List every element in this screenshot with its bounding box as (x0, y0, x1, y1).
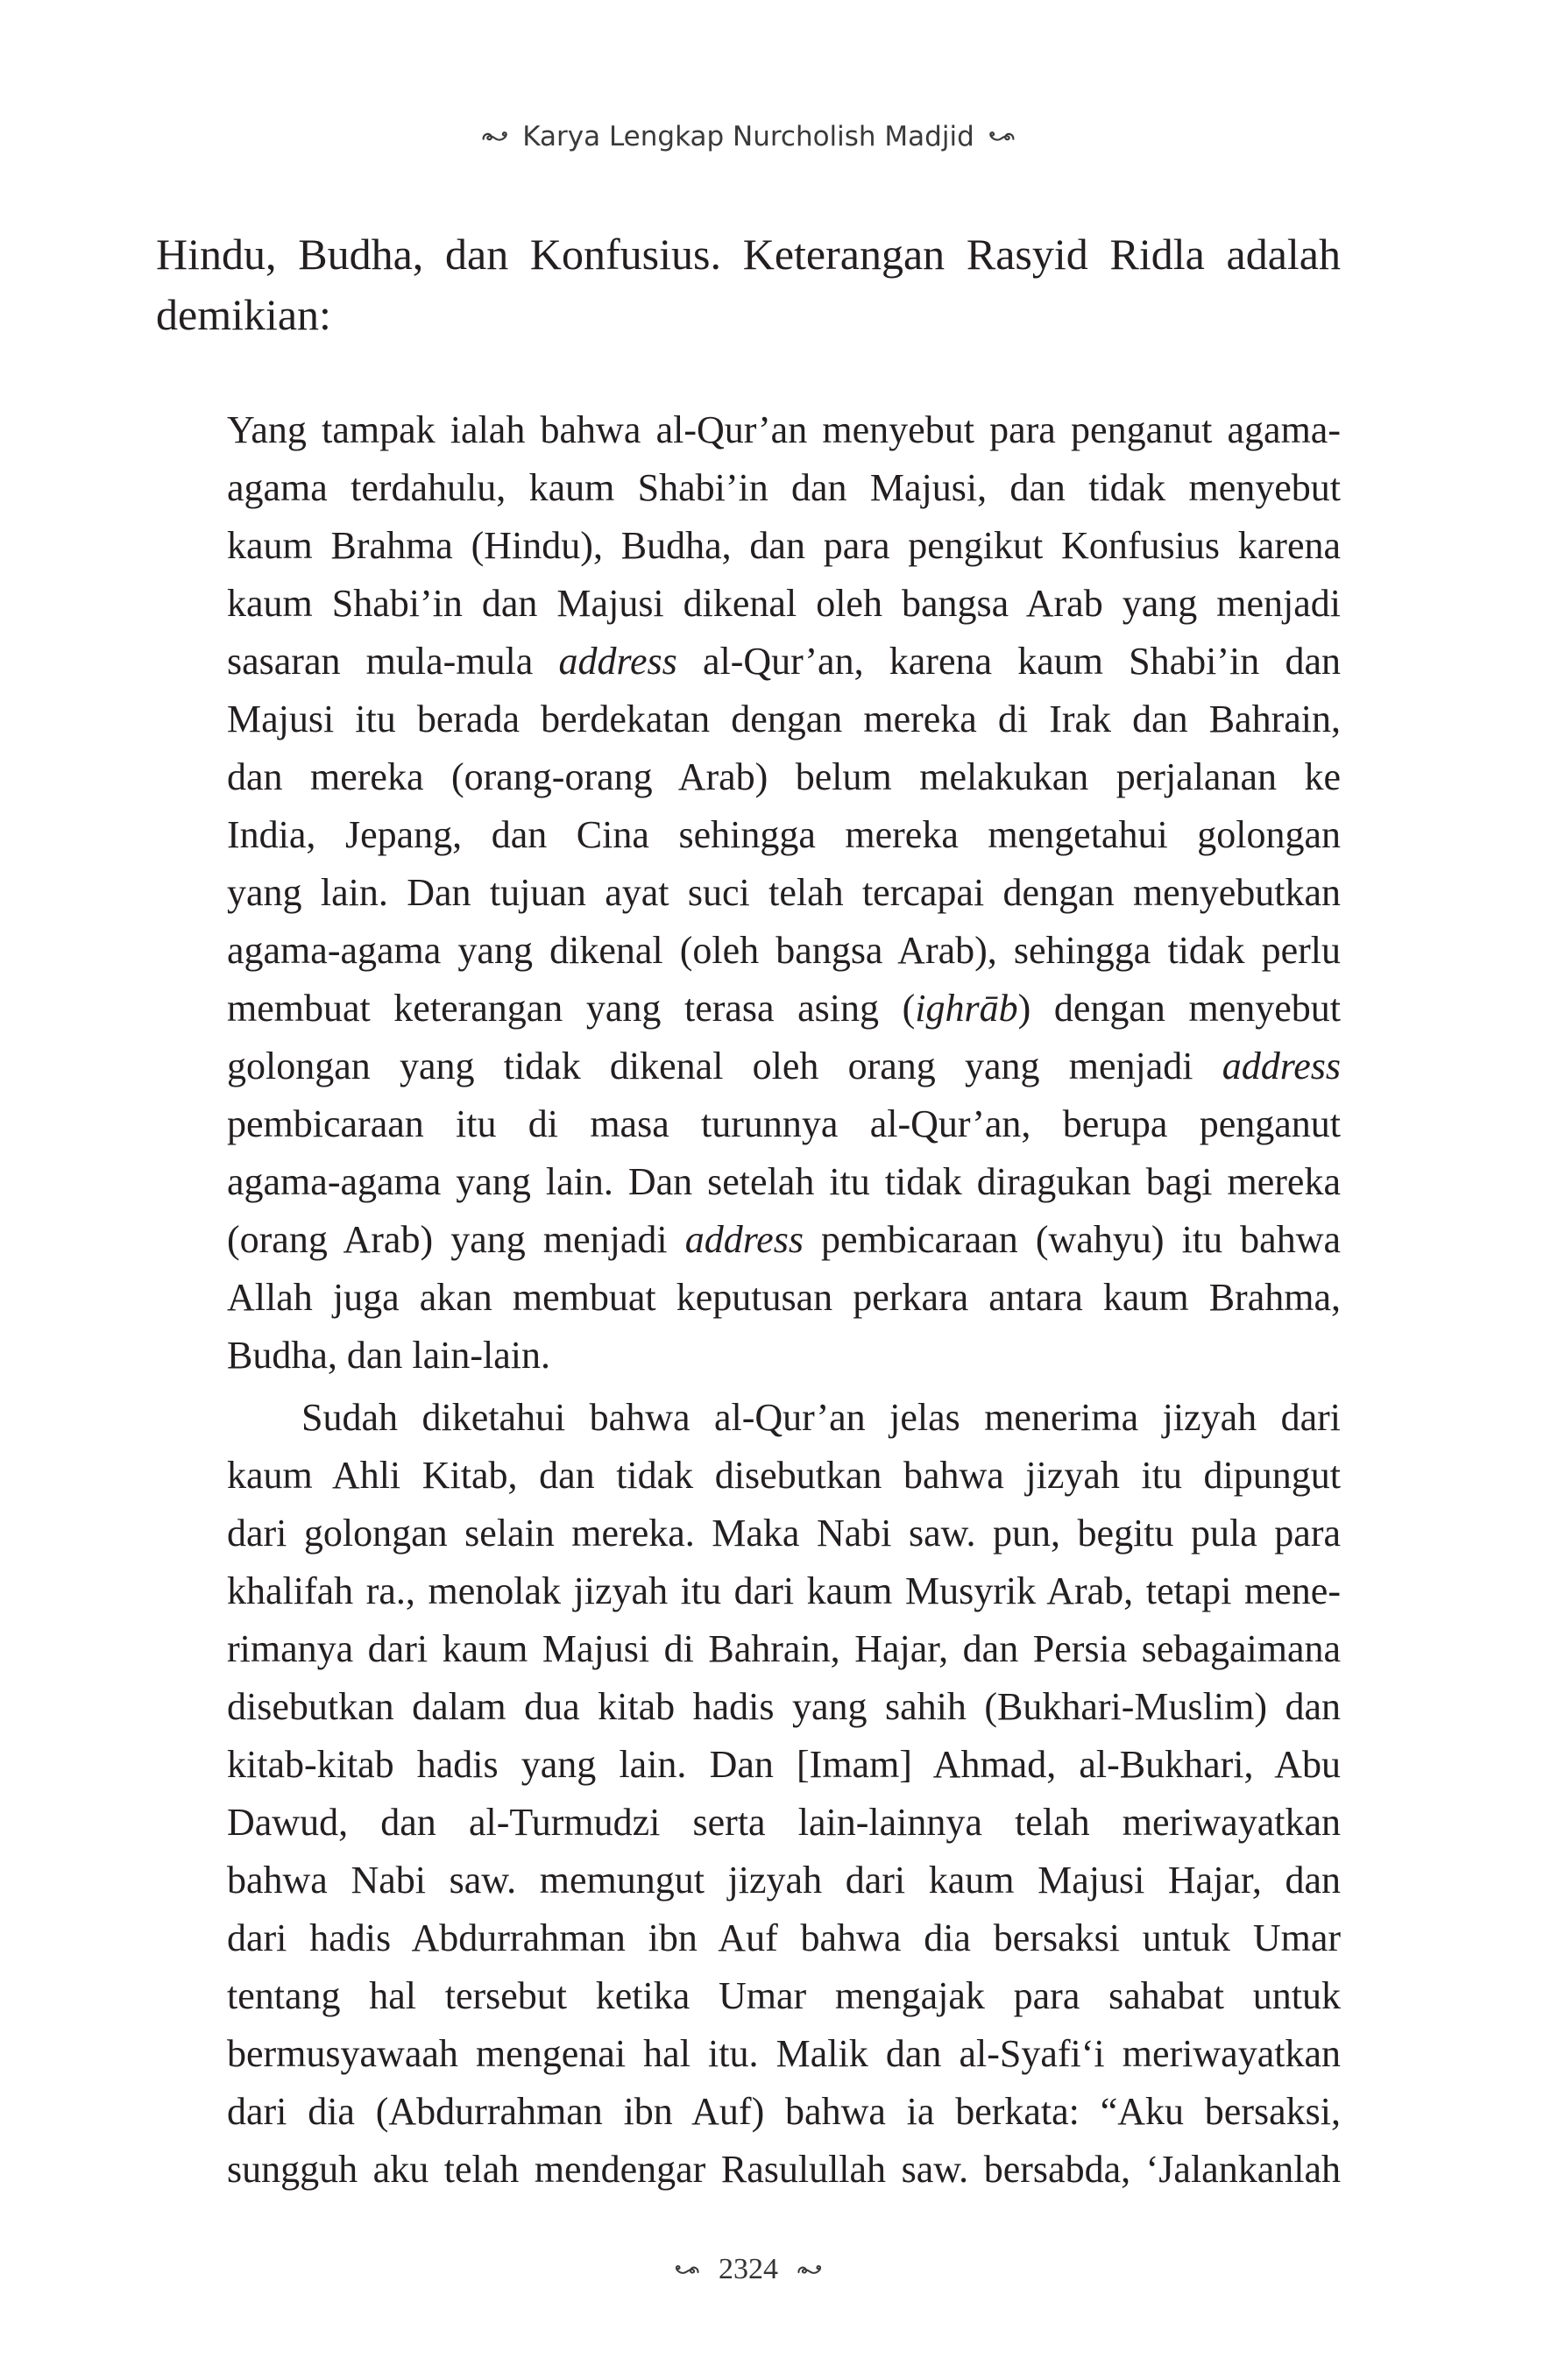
quote-paragraph (227, 401, 1341, 1385)
text-run: al-Qur’an, karena kaum Shabi’in dan (676, 640, 1341, 683)
fleuron-left-icon (480, 129, 512, 145)
quote-line (227, 1967, 1341, 2025)
text-run: (orang Arab) yang menjadi (227, 1218, 685, 1261)
quote-line (227, 1447, 1341, 1505)
text-run: dan mereka (orang-orang Arab) belum melakukan perjalanan ke (227, 755, 1341, 798)
text-run: sungguh aku telah mendengar Rasulullah saw. bersabda, ‘Jalankanlah (227, 2148, 1341, 2191)
quote-line (227, 2141, 1341, 2199)
body-paragraph (156, 224, 1341, 345)
italic-term: ighrāb (915, 987, 1018, 1030)
quote-line (227, 1327, 1341, 1385)
quote-line (227, 401, 1341, 459)
running-header (156, 120, 1341, 153)
quote-line (227, 806, 1341, 864)
text-run: kitab-kitab hadis yang lain. Dan [Imam] Ahmad, al-Bukhari, Abu (227, 1743, 1341, 1786)
text-run: agama-agama yang lain. Dan setelah itu tidak diragukan bagi mereka (227, 1160, 1341, 1203)
text-run: yang lain. Dan tujuan ayat suci telah tercapai dengan menyebutkan (227, 871, 1341, 914)
text-run: dari golongan selain mereka. Maka Nabi saw. pun, begitu pula para (227, 1512, 1341, 1555)
fleuron-left-icon (669, 2263, 704, 2277)
quote-line (227, 1153, 1341, 1211)
text-run: kaum Brahma (Hindu), Budha, dan para pengikut Konfusius karena (227, 524, 1341, 567)
quote-paragraph (227, 1389, 1341, 2199)
italic-term: address (684, 1218, 804, 1261)
text-run: membuat keterangan yang terasa asing ( (227, 987, 916, 1030)
quote-line (227, 633, 1341, 691)
fleuron-right-icon (793, 2263, 828, 2277)
text-run: Majusi itu berada berdekatan dengan mereka di Irak dan Bahrain, (227, 698, 1341, 740)
quote-line (227, 1095, 1341, 1153)
text-run: disebutkan dalam dua kitab hadis yang sahih (Bukhari-Muslim) dan (227, 1685, 1341, 1728)
quote-line (227, 2025, 1341, 2083)
quote-line (227, 517, 1341, 575)
quote-line (227, 1269, 1341, 1327)
quote-line (227, 1909, 1341, 1967)
text-run: agama-agama yang dikenal (oleh bangsa Arab), sehingga tidak perlu (227, 929, 1341, 972)
text-run: kaum Ahli Kitab, dan tidak disebutkan bahwa jizyah itu dipungut (227, 1454, 1341, 1497)
body-line (156, 285, 1341, 345)
text-run: dari hadis Abdurrahman ibn Auf bahwa dia bersaksi untuk Umar (227, 1916, 1341, 1959)
text-run: khalifah ra., menolak jizyah itu dari kaum Musyrik Arab, tetapi mene- (227, 1569, 1341, 1612)
text-run: tentang hal tersebut ketika Umar mengajak para sahabat untuk (227, 1974, 1341, 2017)
text-run: dari dia (Abdurrahman ibn Auf) bahwa ia berkata: “Aku bersaksi, (227, 2090, 1341, 2133)
text-run: Budha, dan lain-lain. (227, 1334, 551, 1377)
text-run: kaum Shabi’in dan Majusi dikenal oleh bangsa Arab yang menjadi (227, 582, 1341, 625)
text-run: pembicaraan itu di masa turunnya al-Qur’an, berupa penganut (227, 1102, 1341, 1145)
text-run: Allah juga akan membuat keputusan perkara antara kaum Brahma, (227, 1276, 1341, 1319)
quote-line (227, 2083, 1341, 2141)
page-number: 2324 (719, 2253, 778, 2285)
text-run: Sudah diketahui bahwa al-Qur’an jelas menerima jizyah dari (301, 1396, 1341, 1439)
text-run: bahwa Nabi saw. memungut jizyah dari kaum Majusi Hajar, dan (227, 1859, 1341, 1902)
text-run: sasaran mula-mula (227, 640, 559, 683)
quote-line (227, 1678, 1341, 1736)
quote-line (227, 980, 1341, 1038)
page-footer (156, 2252, 1341, 2287)
text-run: Yang tampak ialah bahwa al-Qur’an menyebut para penganut agama- (227, 408, 1341, 451)
body-line (156, 224, 1341, 285)
text-run: Dawud, dan al-Turmudzi serta lain-lainnya telah meriwayatkan (227, 1801, 1341, 1844)
quote-line (227, 459, 1341, 517)
quote-line (227, 1211, 1341, 1269)
quote-line (227, 922, 1341, 980)
text-run: Hindu, Budha, dan Konfusius. Keterangan Rasyid Ridla adalah (156, 230, 1341, 279)
running-title: Karya Lengkap Nurcholish Madjid (522, 121, 974, 152)
text-run: rimanya dari kaum Majusi di Bahrain, Hajar, dan Persia sebagaimana (227, 1627, 1341, 1670)
text-run: golongan yang tidak dikenal oleh orang yang menjadi (227, 1045, 1222, 1087)
quote-line (227, 1505, 1341, 1562)
block-quote (227, 401, 1341, 2199)
quote-line (227, 748, 1341, 806)
fleuron-right-icon (985, 129, 1016, 145)
quote-line (227, 1736, 1341, 1794)
quote-line (227, 691, 1341, 748)
text-run: pembicaraan (wahyu) itu bahwa (803, 1218, 1341, 1261)
italic-term: address (1222, 1045, 1341, 1087)
quote-line (227, 1794, 1341, 1852)
italic-term: address (558, 640, 677, 683)
quote-line (227, 1852, 1341, 1909)
quote-line (227, 575, 1341, 633)
quote-line (227, 1389, 1341, 1447)
quote-line (227, 1620, 1341, 1678)
quote-line (227, 864, 1341, 922)
quote-line (227, 1562, 1341, 1620)
text-run: agama terdahulu, kaum Shabi’in dan Majusi, dan tidak menyebut (227, 466, 1341, 509)
text-run: ) dengan menyebut (1017, 987, 1341, 1030)
text-run: bermusyawaah mengenai hal itu. Malik dan al-Syafi‘i meriwayatkan (227, 2032, 1341, 2075)
quote-line (227, 1038, 1341, 1095)
text-run: demikian: (156, 290, 331, 339)
text-run: India, Jepang, dan Cina sehingga mereka mengetahui golongan (227, 813, 1341, 856)
